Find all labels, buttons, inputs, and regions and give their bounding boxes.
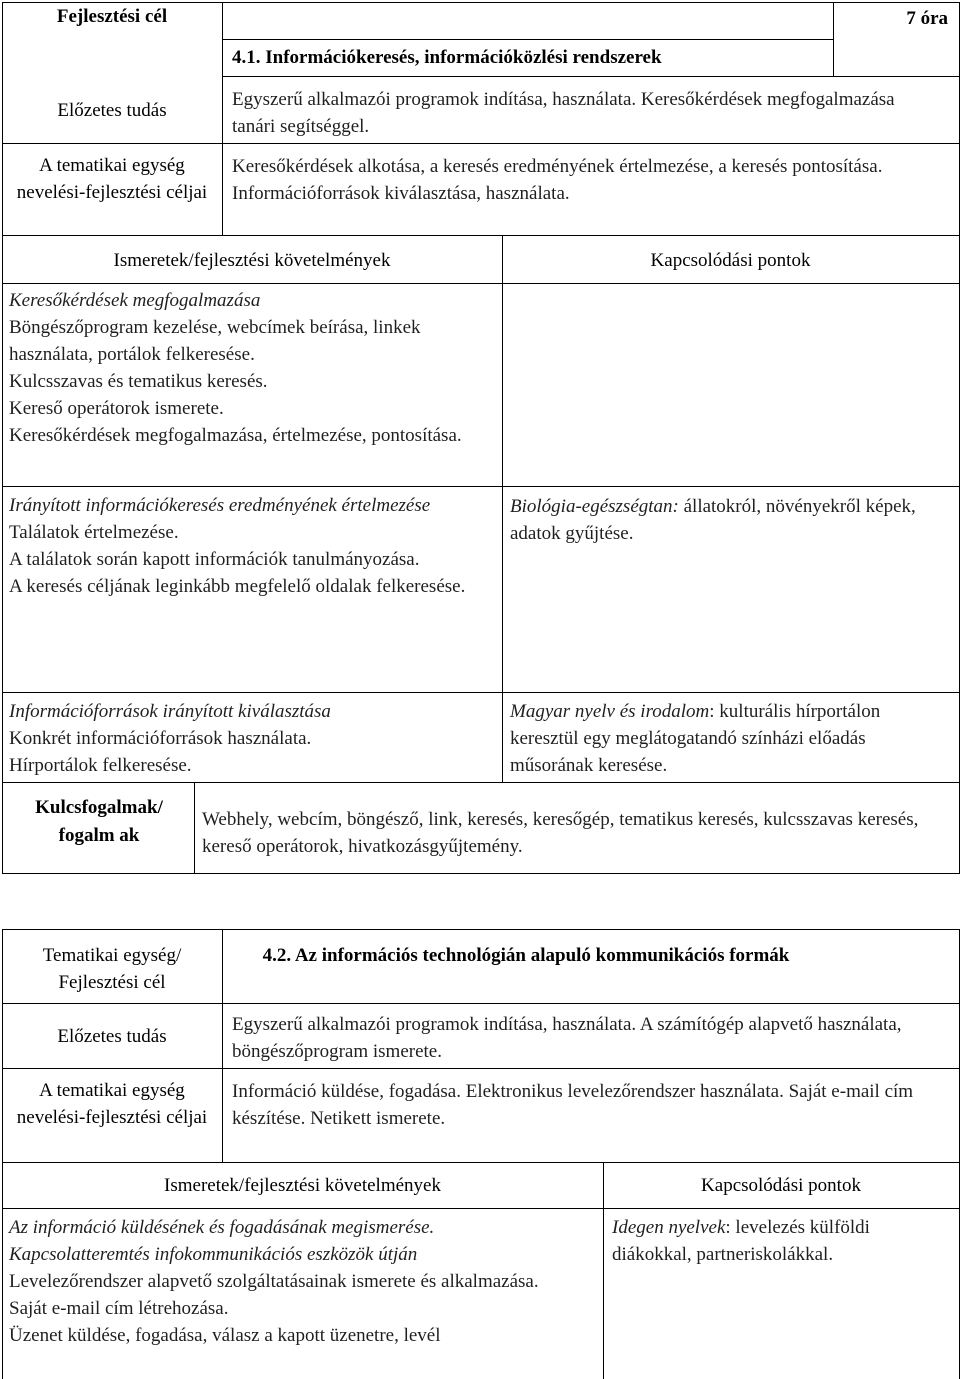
t1-block-heading: Irányított információkeresés eredményének értelmezése — [9, 495, 431, 516]
t2-header-label: Tematikai egység/ Fejlesztési cél — [42, 945, 182, 993]
t1-title: 4.1. Információkeresés, információközlési rendszerek — [232, 47, 662, 68]
t1-block-line: Keresőkérdések megfogalmazása, értelmezése, pontosítása. — [9, 425, 462, 446]
t1-block-line: Böngészőprogram kezelése, webcímek beírása, linkek használata, portálok felkeresése. — [9, 317, 421, 365]
t1-block-line: Kereső operátorok ismerete. — [9, 398, 224, 419]
t1-block-line: Kulcsszavas és tematikus keresés. — [9, 371, 268, 392]
t2-goals-text: Információ küldése, fogadása. Elektronikus levelezőrendszer használata. Saját e-mail cím készítése. Netikett ismerete. — [232, 1081, 914, 1129]
t2-col-requirements: Ismeretek/fejlesztési követelmények — [164, 1175, 441, 1196]
t2-block-line: Üzenet küldése, fogadása, válasz a kapott üzenetre, levél — [9, 1325, 441, 1346]
t1-connection-biology — [510, 493, 954, 547]
t1-col-connections: Kapcsolódási pontok — [650, 250, 811, 271]
t1-prior-text: Egyszerű alkalmazói programok indítása, használata. Keresőkérdések megfogalmazása tanári segítséggel. — [232, 89, 895, 137]
t1-block-line: Hírportálok felkeresése. — [9, 755, 192, 776]
t1-block-line: A keresés céljának leginkább megfelelő oldalak felkeresése. — [9, 576, 466, 597]
t1-keywords-text: Webhely, webcím, böngésző, link, keresés, keresőgép, tematikus keresés, kulcsszavas keresés, kereső operátorok, hivatkozásgyűjtemény. — [202, 809, 919, 857]
t1-block-line: Konkrét információforrások használata. — [9, 728, 312, 749]
connection-text: állatokról, növényekről képek, adatok gyűjtése. — [510, 496, 916, 544]
t1-keywords-label: Kulcsfogalmak/ fogalm ak — [35, 797, 163, 846]
t1-block-line: Találatok értelmezése. — [9, 522, 179, 543]
t2-prior-text: Egyszerű alkalmazói programok indítása, használata. A számítógép alapvető használata, böngészőprogram ismerete. — [232, 1014, 902, 1062]
connection-subject: Magyar nyelv és irodalom — [510, 701, 710, 722]
t1-req-block-3 — [9, 698, 497, 779]
t2-block-line: Levelezőrendszer alapvető szolgáltatásainak ismerete és alkalmazása. — [9, 1271, 539, 1292]
t2-col-connections: Kapcsolódási pontok — [701, 1175, 861, 1196]
connection-text: : levelezés külföldi diákokkal, partneriskolákkal. — [612, 1217, 870, 1265]
t1-block-heading: Keresőkérdések megfogalmazása — [9, 290, 261, 311]
t1-block-line: A találatok során kapott információk tanulmányozása. — [9, 549, 420, 570]
t1-goals-text: Keresőkérdések alkotása, a keresés eredményének értelmezése, a keresés pontosítása. Információforrások kiválasztása, használata. — [232, 156, 883, 204]
t1-prior-label: Előzetes tudás — [57, 100, 167, 121]
t2-title: 4.2. Az információs technológián alapuló kommunikációs formák — [262, 945, 790, 966]
t2-goals-label: A tematikai egység nevelési-fejlesztési céljai — [16, 1080, 208, 1128]
t1-goals-label: A tematikai egység nevelési-fejlesztési céljai — [16, 155, 208, 203]
t2-block-heading: Az információ küldésének és fogadásának megismerése. Kapcsolatteremtés infokommunikációs eszközök útján — [9, 1217, 435, 1265]
t1-block-heading: Információforrások irányított kiválasztása — [9, 701, 331, 722]
connection-subject: Biológia-egészségtan: — [510, 496, 679, 517]
t1-header-label: Fejlesztési cél — [56, 6, 168, 27]
t1-req-block-2 — [9, 492, 497, 600]
t2-req-block — [9, 1214, 569, 1349]
t2-prior-label: Előzetes tudás — [57, 1026, 167, 1047]
t2-connection-languages — [612, 1214, 942, 1268]
t1-req-block-1 — [9, 287, 497, 449]
t1-col-requirements: Ismeretek/fejlesztési követelmények — [113, 250, 391, 271]
connection-text: : kulturális hírportálon keresztül egy meglátogatandó színházi előadás műsorának keresése. — [510, 701, 881, 776]
t1-hours: 7 óra — [906, 8, 948, 29]
t1-connection-literature — [510, 698, 890, 779]
t2-block-line: Saját e-mail cím létrehozása. — [9, 1298, 229, 1319]
connection-subject: Idegen nyelvek — [612, 1217, 726, 1238]
